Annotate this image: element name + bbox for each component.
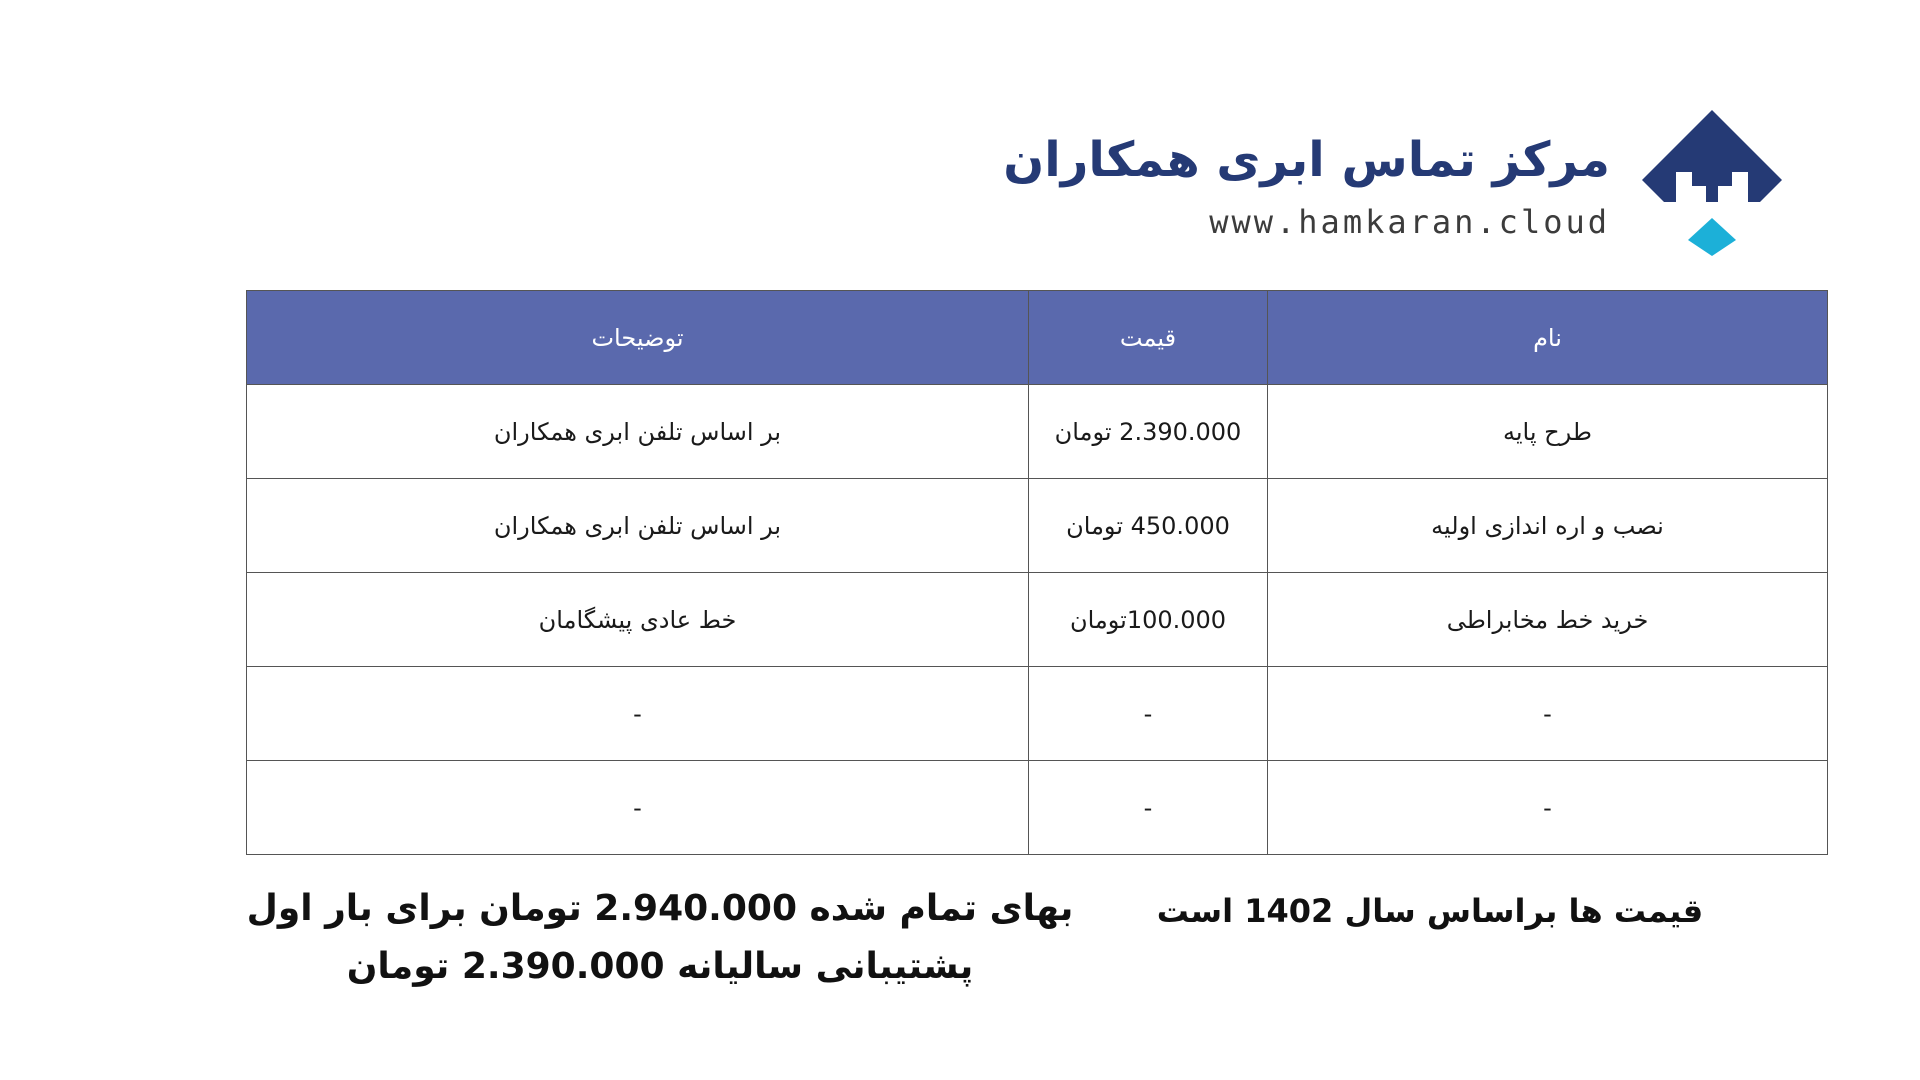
column-header-price: قیمت (1029, 291, 1268, 385)
cell-description: بر اساس تلفن ابری همکاران (247, 479, 1029, 573)
table-row (247, 761, 1828, 855)
cell-price: - (1029, 761, 1268, 855)
table-row (247, 667, 1828, 761)
brand-url[interactable]: www.hamkaran.cloud (1209, 203, 1610, 241)
cell-price: 100.000تومان (1029, 573, 1268, 667)
cell-description: - (247, 667, 1029, 761)
cell-price: - (1029, 667, 1268, 761)
cell-name: خرید خط مخابراطی (1268, 573, 1828, 667)
cell-name: - (1268, 761, 1828, 855)
annual-support-line: پشتیبانی سالیانه 2.390.000 تومان (346, 946, 974, 987)
cell-description: خط عادی پیشگامان (247, 573, 1029, 667)
cell-name: طرح پایه (1268, 385, 1828, 479)
price-year-note: قیمت ها براساس سال 1402 است (1156, 892, 1704, 930)
cell-name: نصب و اره اندازی اولیه (1268, 479, 1828, 573)
cell-description: بر اساس تلفن ابری همکاران (247, 385, 1029, 479)
total-cost-note (240, 880, 1080, 996)
total-cost-line: بهای تمام شده 2.940.000 تومان برای بار اول (246, 888, 1074, 929)
cell-price: 450.000 تومان (1029, 479, 1268, 573)
table-row (247, 479, 1828, 573)
hamkaran-logo-icon (1640, 108, 1790, 258)
brand-title: مرکز تماس ابری همکاران (1003, 132, 1610, 188)
price-table (246, 290, 1828, 855)
cell-name: - (1268, 667, 1828, 761)
cell-description: - (247, 761, 1029, 855)
column-header-description: توضیحات (247, 291, 1029, 385)
cell-price: 2.390.000 تومان (1029, 385, 1268, 479)
table-header-row (247, 291, 1828, 385)
column-header-name: نام (1268, 291, 1828, 385)
table-row (247, 385, 1828, 479)
table-row (247, 573, 1828, 667)
brand-header (1003, 108, 1790, 258)
